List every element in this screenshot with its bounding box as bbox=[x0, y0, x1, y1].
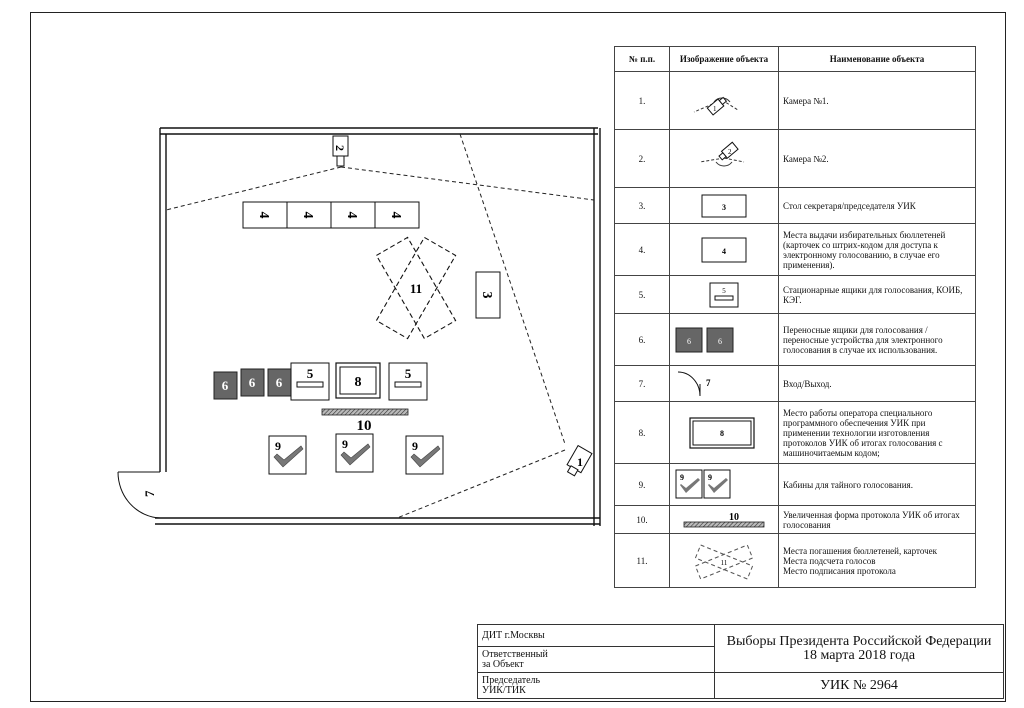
portable-box-label: 6 bbox=[248, 375, 256, 390]
table-box-icon bbox=[674, 191, 774, 221]
issue-table-label: 4 bbox=[256, 211, 271, 219]
booth-icon bbox=[674, 468, 774, 502]
protocol-bar-icon bbox=[674, 509, 774, 531]
legend-num: 2. bbox=[615, 130, 670, 188]
legend-image bbox=[670, 314, 779, 366]
door-label: 7 bbox=[142, 490, 157, 497]
operator-box-icon bbox=[674, 415, 774, 451]
legend-tag: 7 bbox=[706, 377, 711, 388]
legend-num: 1. bbox=[615, 72, 670, 130]
operator-desk-label: 8 bbox=[354, 375, 362, 390]
legend-row bbox=[615, 366, 976, 402]
legend-row bbox=[615, 314, 976, 366]
legend-image bbox=[670, 464, 779, 506]
portable-box-label: 6 bbox=[221, 378, 229, 393]
legend-num: 3. bbox=[615, 188, 670, 224]
legend-image bbox=[670, 366, 779, 402]
legend-tag: 5 bbox=[722, 286, 726, 295]
legend-header-image: Изображение объекта bbox=[670, 47, 779, 72]
legend-name: Кабины для тайного голосования. bbox=[779, 464, 976, 506]
cross-tables-icon bbox=[674, 537, 774, 585]
legend-row bbox=[615, 506, 976, 534]
camera-icon bbox=[674, 74, 774, 128]
camera-1-label: 1 bbox=[577, 455, 583, 469]
legend-tag: 1 bbox=[713, 104, 717, 113]
legend-image bbox=[670, 130, 779, 188]
legend-row bbox=[615, 188, 976, 224]
legend-num: 10. bbox=[615, 506, 670, 534]
legend-tag: 6 bbox=[687, 336, 691, 346]
legend-num: 11. bbox=[615, 534, 670, 588]
legend-image bbox=[670, 188, 779, 224]
table-box-icon bbox=[674, 234, 774, 266]
ballot-box-icon bbox=[674, 280, 774, 310]
legend-name: Камера №1. bbox=[779, 72, 976, 130]
booth-label: 9 bbox=[412, 439, 418, 453]
issue-table-label: 4 bbox=[388, 211, 403, 219]
legend-name: Стол секретаря/председателя УИК bbox=[779, 188, 976, 224]
legend-image bbox=[670, 402, 779, 464]
room-walls bbox=[155, 128, 600, 526]
stamp-responsible: Ответственный за Объект bbox=[478, 647, 715, 673]
legend-tag: 11 bbox=[720, 558, 728, 567]
stamp-chairman: Председатель УИК/ТИК bbox=[478, 673, 715, 699]
ballot-box-label: 5 bbox=[404, 366, 412, 381]
title-block bbox=[477, 624, 1004, 699]
camera-icon bbox=[674, 132, 774, 186]
protocol-board bbox=[322, 409, 408, 415]
legend-tag: 9 bbox=[708, 472, 712, 482]
camera-2 bbox=[333, 136, 348, 166]
portable-box-icon bbox=[674, 325, 774, 355]
legend-name: Вход/Выход. bbox=[779, 366, 976, 402]
legend-header bbox=[615, 47, 976, 72]
stamp-org: ДИТ г.Москвы bbox=[478, 625, 715, 647]
counting-area-label: 11 bbox=[409, 281, 423, 296]
stamp-station: УИК № 2964 bbox=[715, 673, 1004, 699]
legend-num: 7. bbox=[615, 366, 670, 402]
issue-table-label: 4 bbox=[300, 211, 315, 219]
legend-tag: 10 bbox=[729, 511, 739, 523]
legend-name: Переносные ящики для голосования / переносные устройства для электронного голосования в случае их использования. bbox=[779, 314, 976, 366]
legend-name: Место работы оператора специального программного обеспечения УИК при применении технологии изготовления протоколов УИК об итогах голосования с машиночитаемым кодом; bbox=[779, 402, 976, 464]
legend-tag: 4 bbox=[722, 246, 726, 256]
issue-table-label: 4 bbox=[344, 211, 359, 219]
legend-row bbox=[615, 224, 976, 276]
legend-tag: 6 bbox=[718, 336, 722, 346]
legend-num: 6. bbox=[615, 314, 670, 366]
legend-name: Места погашения бюллетеней, карточек Места подсчета голосов Место подписания протокола bbox=[779, 534, 976, 588]
legend-name: Камера №2. bbox=[779, 130, 976, 188]
legend-header-name: Наименование объекта bbox=[779, 47, 976, 72]
protocol-board-label: 10 bbox=[356, 418, 372, 434]
legend-num: 5. bbox=[615, 276, 670, 314]
legend-image bbox=[670, 224, 779, 276]
legend-tag: 8 bbox=[720, 428, 724, 438]
legend-row bbox=[615, 534, 976, 588]
legend-row bbox=[615, 72, 976, 130]
legend-row bbox=[615, 130, 976, 188]
legend-name: Увеличенная форма протокола УИК об итогах голосования bbox=[779, 506, 976, 534]
ballot-box-label: 5 bbox=[306, 366, 314, 381]
booth-label: 9 bbox=[275, 439, 281, 453]
legend-table bbox=[614, 46, 976, 588]
legend-image bbox=[670, 72, 779, 130]
stamp-election: Выборы Президента Российской Федерации 18 марта 2018 года bbox=[715, 625, 1004, 673]
legend-row bbox=[615, 402, 976, 464]
legend-num: 9. bbox=[615, 464, 670, 506]
legend-name: Места выдачи избирательных бюллетеней (карточек со штрих-кодом для доступа к электронному голосованию, в случае его применения). bbox=[779, 224, 976, 276]
legend-tag: 3 bbox=[722, 202, 726, 212]
legend-row bbox=[615, 276, 976, 314]
legend-header-num: № п.п. bbox=[615, 47, 670, 72]
legend-row bbox=[615, 464, 976, 506]
booth-label: 9 bbox=[342, 437, 348, 451]
legend-image bbox=[670, 276, 779, 314]
legend-num: 4. bbox=[615, 224, 670, 276]
legend-image bbox=[670, 506, 779, 534]
secretary-table-label: 3 bbox=[479, 291, 494, 299]
camera-view-lines bbox=[166, 134, 594, 518]
legend-tag: 2 bbox=[728, 147, 732, 156]
camera-2-label: 2 bbox=[333, 145, 347, 151]
legend-tag: 9 bbox=[680, 472, 684, 482]
legend-image bbox=[670, 534, 779, 588]
legend-num: 8. bbox=[615, 402, 670, 464]
legend-name: Стационарные ящики для голосования, КОИБ, КЭГ. bbox=[779, 276, 976, 314]
portable-box-label: 6 bbox=[275, 375, 283, 390]
door-icon bbox=[674, 368, 774, 400]
